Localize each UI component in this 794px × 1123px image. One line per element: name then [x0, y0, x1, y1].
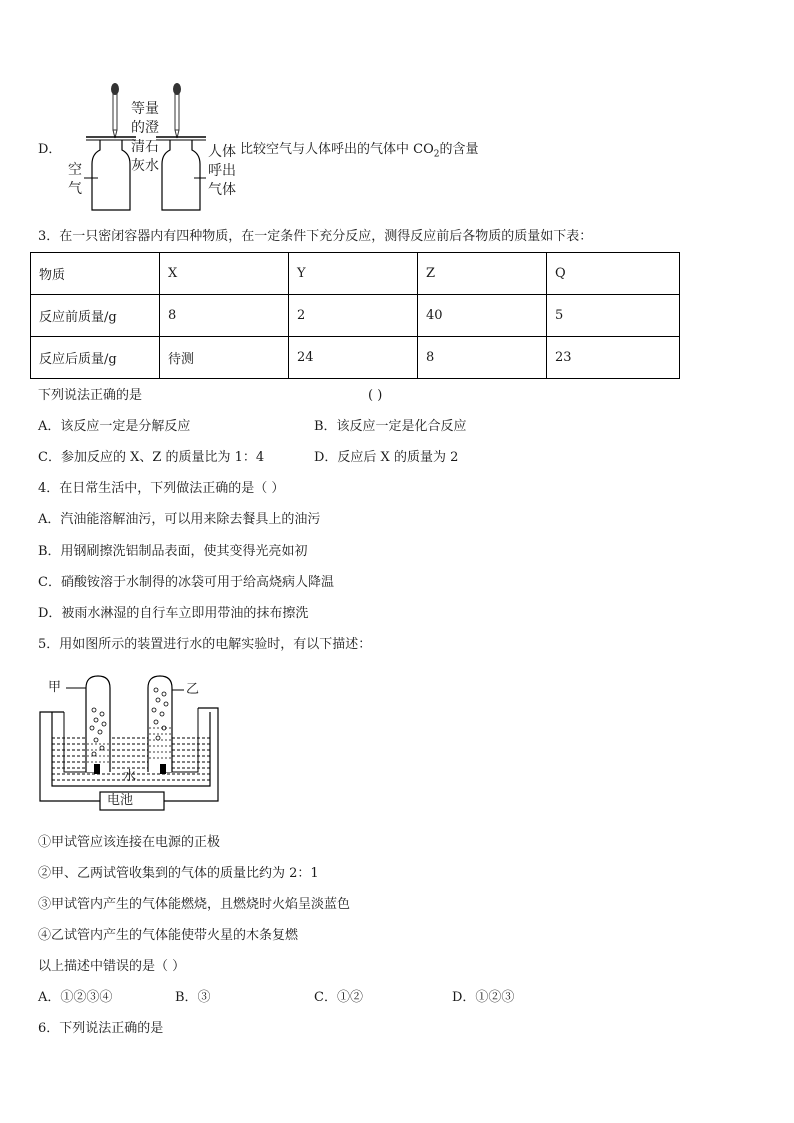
table-cell: 40: [418, 295, 547, 337]
table-cell: 8: [418, 337, 547, 379]
table-cell: Z: [418, 253, 547, 295]
table-cell: 8: [160, 295, 289, 337]
left-bottle-label-1: 空: [68, 162, 82, 178]
drop-label-line-4: 灰水: [131, 158, 159, 174]
right-dropper-icon: [173, 83, 181, 138]
q5-statement-1: ①甲试管应该连接在电源的正极: [38, 835, 221, 850]
left-tube-icon: [86, 676, 110, 772]
q5-statement-3: ③甲试管内产生的气体能燃烧，且燃烧时火焰呈淡蓝色: [38, 897, 351, 912]
table-cell: 反应后质量/g: [31, 337, 160, 379]
label-water: 水: [123, 769, 137, 784]
right-bottle-label-2: 呼出: [208, 163, 236, 179]
label-battery: 电池: [107, 793, 134, 808]
q5-option-a: A．①②③④: [38, 990, 113, 1005]
table-cell: 2: [289, 295, 418, 337]
q3-mass-table: [30, 252, 680, 379]
right-electrode-icon: [160, 764, 166, 774]
table-cell: X: [160, 253, 289, 295]
q5-stem: 5．用如图所示的装置进行水的电解实验时，有以下描述：: [38, 637, 372, 652]
left-bottle-label-2: 气: [68, 181, 82, 197]
right-bottle-label-3: 气体: [208, 182, 236, 198]
right-bottle-label-1: 人体: [208, 144, 236, 160]
q5-option-c: C．①②: [314, 990, 363, 1005]
q3-option-c: C．参加反应的 X、Z 的质量比为 1：4: [38, 450, 265, 465]
q5-option-d: D．①②③: [452, 990, 515, 1005]
q3-stem: 3．在一只密闭容器内有四种物质，在一定条件下充分反应，测得反应前后各物质的质量如下表：: [38, 229, 593, 244]
right-tube-icon: [148, 676, 172, 772]
drop-label-line-3: 清石: [131, 139, 159, 155]
q5-option-b: B．③: [175, 990, 211, 1005]
caption-pre: 比较空气与人体呼出的气体中 CO: [240, 142, 434, 157]
table-cell: 23: [547, 337, 680, 379]
table-cell: Y: [289, 253, 418, 295]
table-row: [31, 295, 680, 337]
left-dropper-icon: [111, 83, 119, 138]
q5-statement-4: ④乙试管内产生的气体能使带火星的木条复燃: [38, 928, 299, 943]
drop-label-line-2: 的澄: [131, 120, 159, 136]
right-bottle-icon: [162, 140, 200, 210]
table-cell: 物质: [31, 253, 160, 295]
label-jia: 甲: [48, 680, 62, 695]
q5-prompt: 以上描述中错误的是（ ）: [38, 959, 186, 974]
q4-option-b: B．用钢刷擦洗铝制品表面，使其变得光亮如初: [38, 544, 308, 559]
q2-option-d-letter: D．: [38, 142, 62, 157]
left-bottle-icon: [92, 140, 130, 210]
q5-statement-2: ②甲、乙两试管收集到的气体的质量比约为 2：1: [38, 866, 319, 881]
table-row: [31, 337, 680, 379]
q4-stem: 4．在日常生活中，下列做法正确的是（ ）: [38, 481, 285, 496]
caption-sub: 2: [433, 149, 440, 160]
table-header-row: [31, 253, 680, 295]
q3-prompt: 下列说法正确的是: [38, 388, 143, 403]
q4-option-c: C．硝酸铵溶于水制得的冰袋可用于给高烧病人降温: [38, 575, 334, 590]
q3-option-a: A．该反应一定是分解反应: [38, 419, 191, 434]
table-cell: 反应前质量/g: [31, 295, 160, 337]
table-cell: 24: [289, 337, 418, 379]
drop-label-line-1: 等量: [131, 101, 159, 117]
q3-bracket: ( ): [368, 388, 383, 403]
caption-post: 的含量: [439, 142, 479, 157]
q4-option-a: A．汽油能溶解油污，可以用来除去餐具上的油污: [38, 512, 321, 527]
table-cell: 5: [547, 295, 680, 337]
table-cell: 待测: [160, 337, 289, 379]
q3-option-b: B．该反应一定是化合反应: [314, 419, 467, 434]
q2-option-d-caption: [240, 141, 479, 164]
label-yi: 乙: [186, 682, 200, 697]
table-cell: Q: [547, 253, 680, 295]
q6-stem: 6．下列说法正确的是: [38, 1021, 164, 1036]
left-electrode-icon: [94, 764, 100, 774]
q4-option-d: D．被雨水淋湿的自行车立即用带油的抹布擦洗: [38, 606, 309, 621]
q3-option-d: D．反应后 X 的质量为 2: [314, 450, 459, 465]
